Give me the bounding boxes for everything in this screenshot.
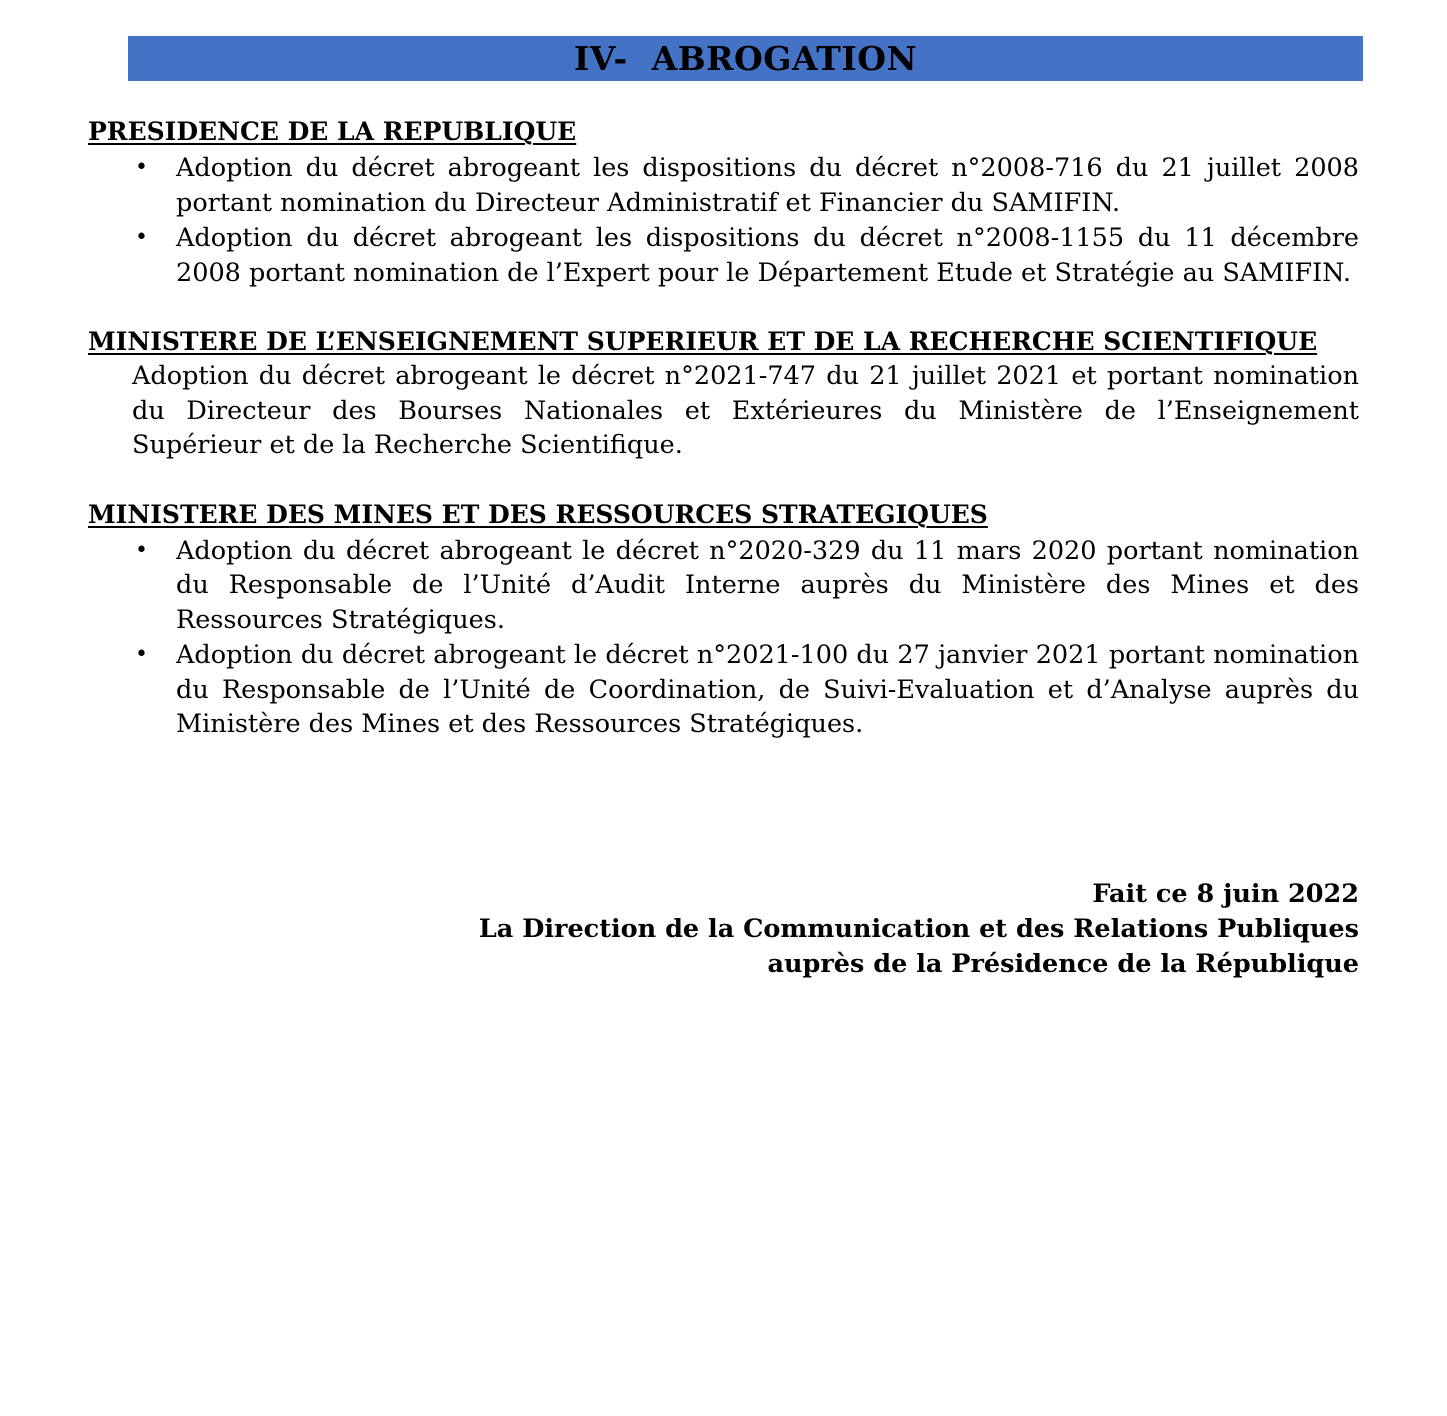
signature-date: Fait ce 8 juin 2022 (1092, 879, 1359, 909)
section-heading: MINISTERE DE L’ENSEIGNEMENT SUPERIEUR ET DE LA RECHERCHE SCIENTIFIQUE (88, 327, 1318, 356)
section-heading: PRESIDENCE DE LA REPUBLIQUE (88, 117, 577, 146)
section-enseignement (88, 328, 1359, 463)
bullet-icon: • (135, 537, 148, 563)
list-item-text: Adoption du décret abrogeant le décret n°2021-100 du 27 janvier 2021 portant nomination du Responsable de l’Unité de Coordination, de Suivi-Evaluation et d’Analyse auprès du Ministère des Mines et des Ressources Stratégiques. (176, 640, 1359, 739)
signature-line-1: La Direction de la Communication et des Relations Publiques (478, 914, 1359, 944)
list-item (88, 151, 1359, 220)
list-item-text: Adoption du décret abrogeant les dispositions du décret n°2008-716 du 21 juillet 2008 portant nomination du Directeur Administratif et Financier du SAMIFIN. (176, 153, 1359, 218)
section-heading: MINISTERE DES MINES ET DES RESSOURCES STRATEGIQUES (88, 499, 988, 529)
bullet-icon: • (135, 642, 148, 667)
document-content (88, 118, 1359, 743)
bullet-icon: • (135, 225, 148, 250)
list-item-text: Adoption du décret abrogeant le décret n°2020-329 du 11 mars 2020 portant nomination du Responsable de l’Unité d’Audit Interne auprès du Ministère des Mines et des Ressources Stratégiques. (176, 535, 1359, 635)
section-mines (88, 501, 1359, 742)
section-banner (128, 36, 1363, 81)
decree-list (88, 151, 1359, 290)
list-item (88, 638, 1359, 742)
list-item (88, 221, 1359, 290)
list-item-text: Adoption du décret abrogeant les dispositions du décret n°2008-1155 du 11 décembre 2008 portant nomination de l’Expert pour le Département Etude et Stratégie au SAMIFIN. (176, 223, 1359, 288)
decree-list (88, 534, 1359, 742)
bullet-icon: • (135, 155, 148, 180)
signature-line-2: auprès de la Présidence de la République (767, 949, 1359, 979)
section-paragraph: Adoption du décret abrogeant le décret n°2021-747 du 21 juillet 2021 et portant nomination du Directeur des Bourses Nationales et Extérieures du Ministère de l’Enseignement Supérieur et de la Recherche Scientifique. (132, 361, 1359, 460)
section-presidence (88, 118, 1359, 290)
signature-block (479, 877, 1359, 982)
banner-title: IV- ABROGATION (573, 39, 918, 78)
list-item (88, 534, 1359, 638)
